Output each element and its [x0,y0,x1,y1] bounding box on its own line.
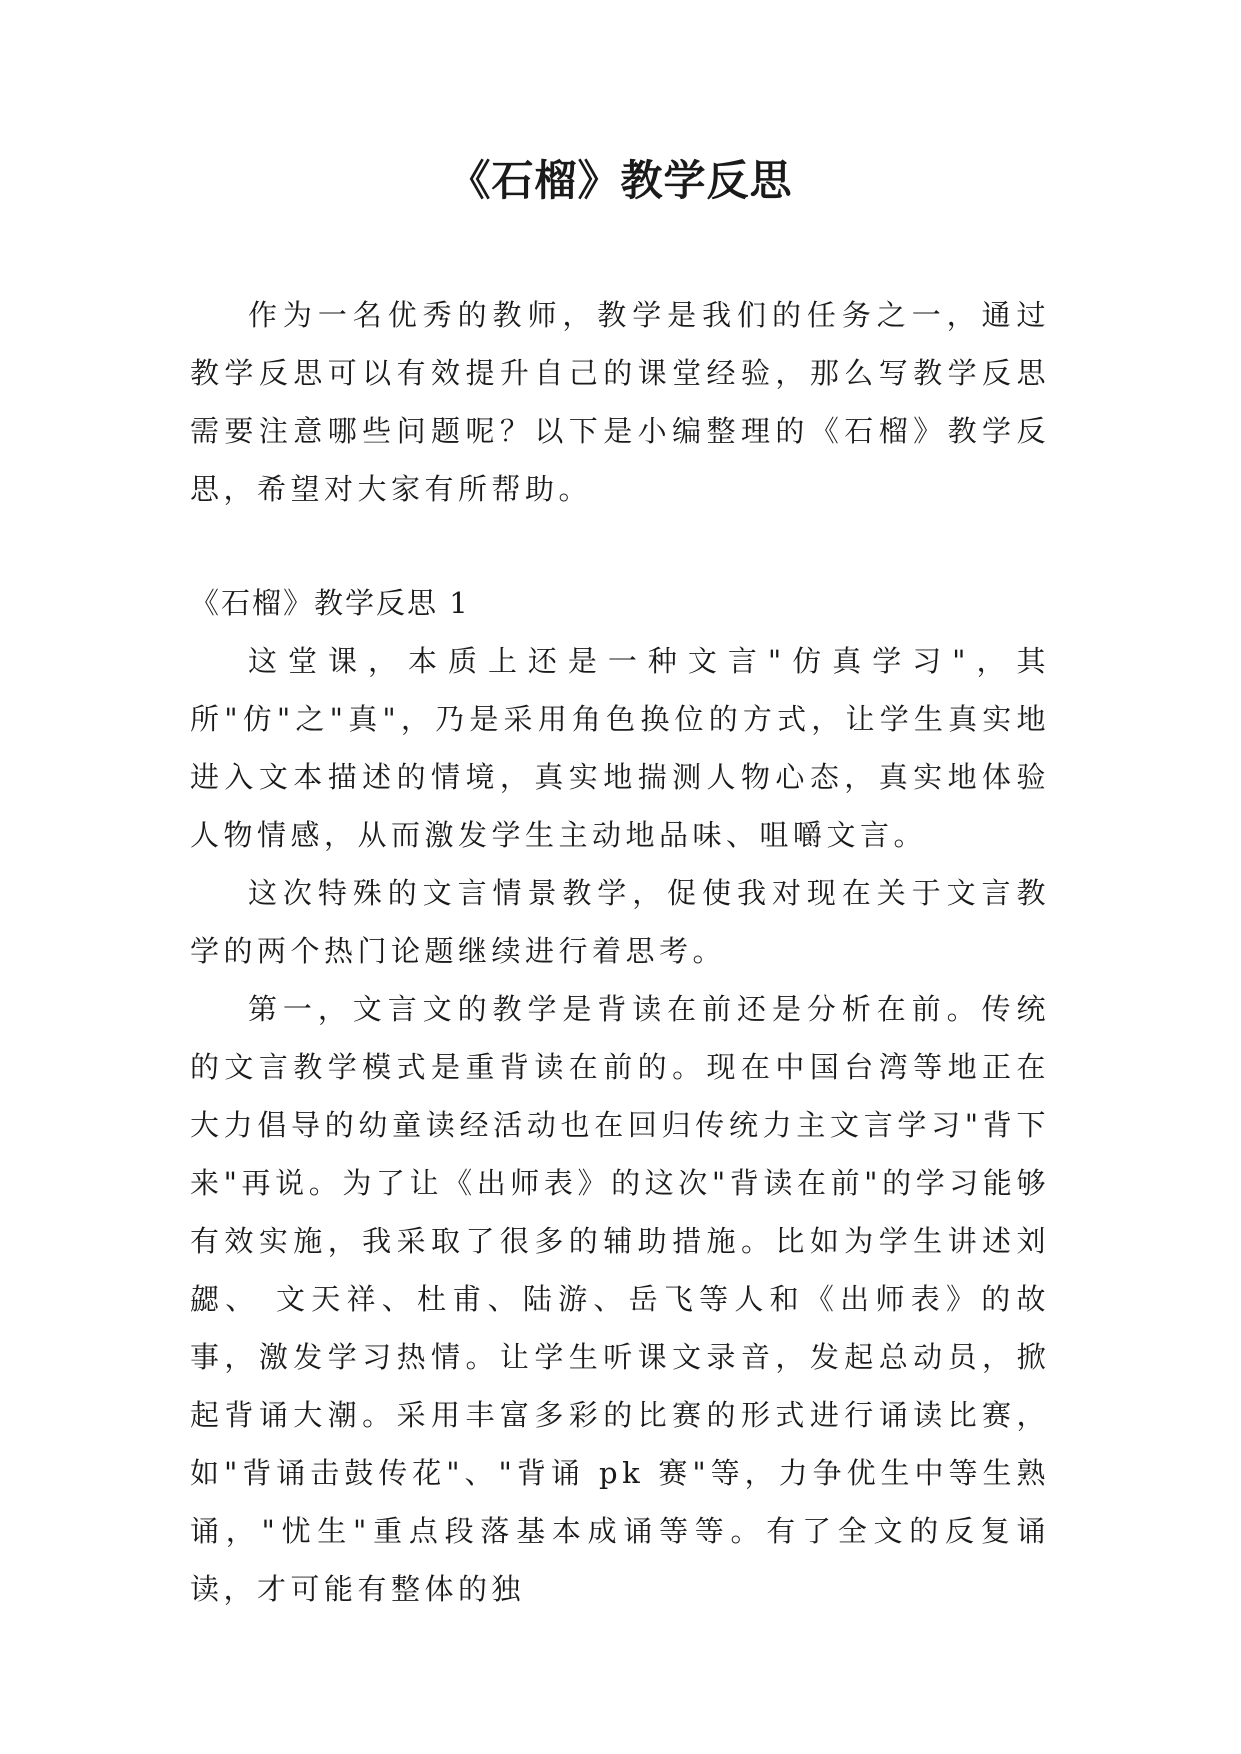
reflection-section-1 [190,574,1050,1618]
page-title: 《石榴》教学反思 [448,156,793,205]
intro-paragraph: 作为一名优秀的教师，教学是我们的任务之一，通过教学反思可以有效提升自己的课堂经验，那么写教学反思需要注意哪些问题呢？以下是小编整理的《石榴》教学反思，希望对大家有所帮助。 [190,298,1050,506]
body-paragraph-3: 第一，文言文的教学是背读在前还是分析在前。传统的文言教学模式是重背读在前的。现在中国台湾等地正在大力倡导的幼童读经活动也在回归传统力主文言学习"背下来"再说。为了让《出师表》的这次"背读在前"的学习能够有效实施，我采取了很多的辅助措施。比如为学生讲述刘勰、 文天祥、杜甫、陆游、岳飞等人和《出师表》的故事，激发学习热情。让学生听课文录音，发起总动员，掀起背诵大潮。采用丰富多彩的比赛的形式进行诵读比赛，如"背诵击鼓传花"、"背诵 pk 赛"等，力争优生中等生熟诵，"忧生"重点段落基本成诵等等。有了全文的反复诵读，才可能有整体的独 [190,992,1050,1606]
body-paragraph-1: 这堂课，本质上还是一种文言"仿真学习"，其所"仿"之"真"，乃是采用角色换位的方式，让学生真实地进入文本描述的情境，真实地揣测人物心态，真实地体验人物情感，从而激发学生主动地品味、咀嚼文言。 [190,644,1050,852]
section-heading: 《石榴》教学反思 1 [190,586,470,620]
body-paragraph-2: 这次特殊的文言情景教学，促使我对现在关于文言教学的两个热门论题继续进行着思考。 [190,876,1050,968]
intro-section [190,286,1050,518]
